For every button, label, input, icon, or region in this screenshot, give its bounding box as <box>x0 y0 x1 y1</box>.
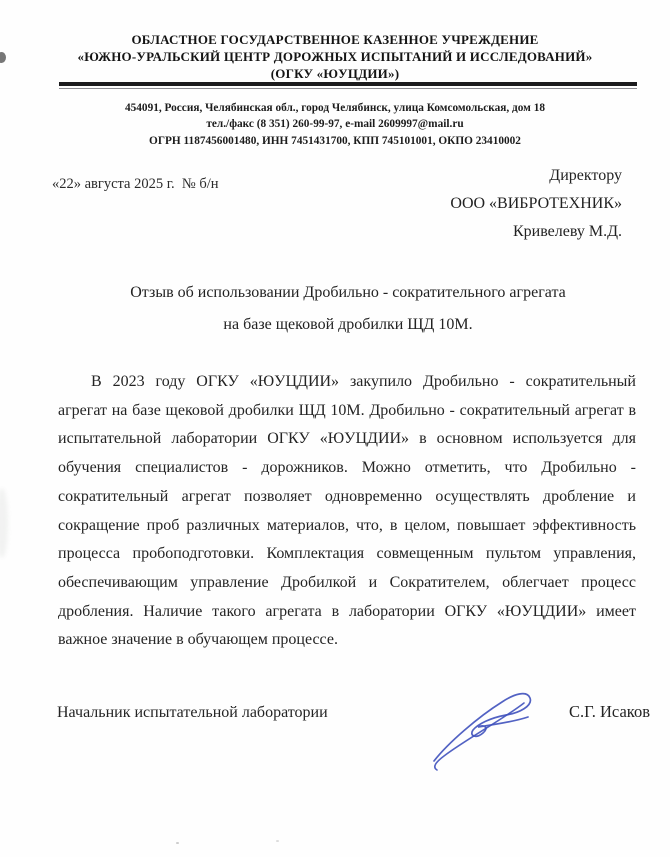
document-title-line-2: на базе щековой дробилки ЩД 10М. <box>223 316 473 333</box>
body-line: сокращение проб различных материалов, что, в целом, повышает эффективность <box>58 516 636 534</box>
scan-dot <box>176 842 179 844</box>
body-line: обеспечивающим управление Дробилкой и Сократителем, облегчает процесс <box>58 573 636 591</box>
org-name-line-3: (ОГКУ «ЮУЦДИИ») <box>270 66 400 81</box>
contact-phone-email-line: тел./факс (8 351) 260-99-97, e-mail 2609997@mail.ru <box>206 118 464 131</box>
body-line: сократительный агрегат позволяет одновременно осуществлять дробление и <box>58 487 636 505</box>
body-paragraph <box>58 368 636 655</box>
org-name-line-2: «ЮЖНО-УРАЛЬСКИЙ ЦЕНТР ДОРОЖНЫХ ИСПЫТАНИЙ И ИССЛЕДОВАНИЙ» <box>77 49 593 64</box>
handwritten-signature <box>420 683 560 778</box>
document-title-line-1: Отзыв об использовании Дробильно - сократительного агрегата <box>130 284 566 301</box>
body-line: важное значение в обучающем процессе. <box>58 631 338 649</box>
body-line: обучения специалистов - дорожников. Можно отметить, что Дробильно - <box>58 459 636 477</box>
scan-dot <box>276 840 279 842</box>
contact-registration-line: ОГРН 1187456001480, ИНН 7451431700, КПП 745101001, ОКПО 23410002 <box>149 134 521 147</box>
date-and-number-line: «22» августа 2025 г. № б/н <box>52 176 219 192</box>
body-line: В 2023 году ОГКУ «ЮУЦДИИ» закупило Дробильно - сократительный <box>91 373 636 390</box>
document-title <box>59 277 637 341</box>
letterhead-contact-block <box>0 100 670 149</box>
addressee-company: ООО «ВИБРОТЕХНИК» <box>450 195 622 212</box>
signoff-person-name: С.Г. Исаков <box>568 702 650 721</box>
body-line: испытательной лаборатории ОГКУ «ЮУЦДИИ» в основном используется для <box>58 430 636 448</box>
addressee-role: Директору <box>549 167 622 184</box>
addressee-block <box>450 162 622 246</box>
scan-smudge <box>0 488 8 558</box>
letterhead-rule-thick <box>59 82 637 86</box>
org-name-line-1: ОБЛАСТНОЕ ГОСУДАРСТВЕННОЕ КАЗЕННОЕ УЧРЕЖДЕНИЕ <box>131 32 539 47</box>
signoff-position-title: Начальник испытательной лаборатории <box>57 704 328 721</box>
addressee-person: Кривелеву М.Д. <box>512 223 622 240</box>
letterhead-rule-thin <box>59 88 637 89</box>
body-line: процесса пробоподготовки. Комплектация совмещенным пультом управления, <box>58 545 636 563</box>
body-line: дробления. Наличие такого агрегата в лаборатории ОГКУ «ЮУЦДИИ» имеет <box>58 602 636 620</box>
contact-address-line: 454091, Россия, Челябинская обл., город Челябинск, улица Комсомольская, дом 18 <box>124 102 545 114</box>
letterhead-org-name <box>0 31 670 82</box>
body-line: агрегат на базе щековой дробилки ЩД 10М. Дробильно - сократительный агрегат в <box>58 401 636 419</box>
